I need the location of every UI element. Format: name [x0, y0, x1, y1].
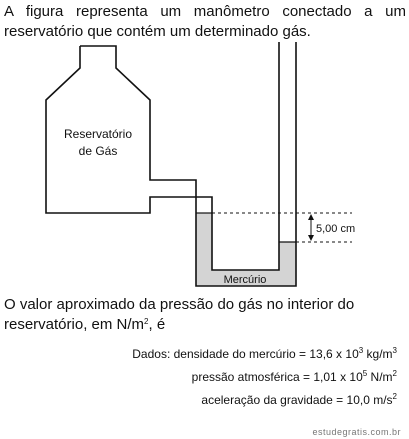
arrow-down-icon — [308, 235, 314, 241]
given-row-density — [132, 343, 397, 366]
question-text — [4, 295, 406, 335]
given-row-gravity — [132, 389, 397, 412]
reservoir-label-line2: de Gás — [78, 144, 118, 158]
density-exponent: 3 — [358, 346, 364, 355]
gravity-text: aceleração da gravidade = 10,0 m/s — [201, 393, 393, 407]
density-unit: kg/m — [363, 347, 393, 361]
pressure-text: pressão atmosférica = 1,01 x 10 — [191, 370, 363, 384]
pressure-unit: N/m — [367, 370, 393, 384]
question-text-main: O valor aproximado da pressão do gás no interior do reservatório, em N/m — [4, 296, 355, 333]
given-data — [132, 343, 397, 412]
mercury-label: Mercúrio — [223, 274, 267, 286]
question-text-end: , é — [148, 316, 166, 333]
reservoir-label-line1: Reservatório — [63, 127, 133, 141]
height-label: 5,00 cm — [316, 223, 356, 235]
reservoir-neck — [80, 42, 296, 286]
given-row-pressure — [132, 366, 397, 389]
pressure-unit-exponent: 2 — [392, 369, 397, 378]
question-exponent: 2 — [144, 317, 149, 326]
gravity-exponent: 2 — [392, 392, 397, 401]
footer-watermark: estudegratis.com.br — [312, 427, 401, 437]
arrow-up-icon — [308, 214, 314, 220]
density-text: Dados: densidade do mercúrio = 13,6 x 10 — [132, 347, 359, 361]
intro-text: A figura representa um manômetro conectado a um reservatório que contém um determinado gás. — [4, 3, 406, 40]
pressure-exponent: 5 — [362, 369, 368, 378]
density-unit-exponent: 3 — [392, 346, 397, 355]
